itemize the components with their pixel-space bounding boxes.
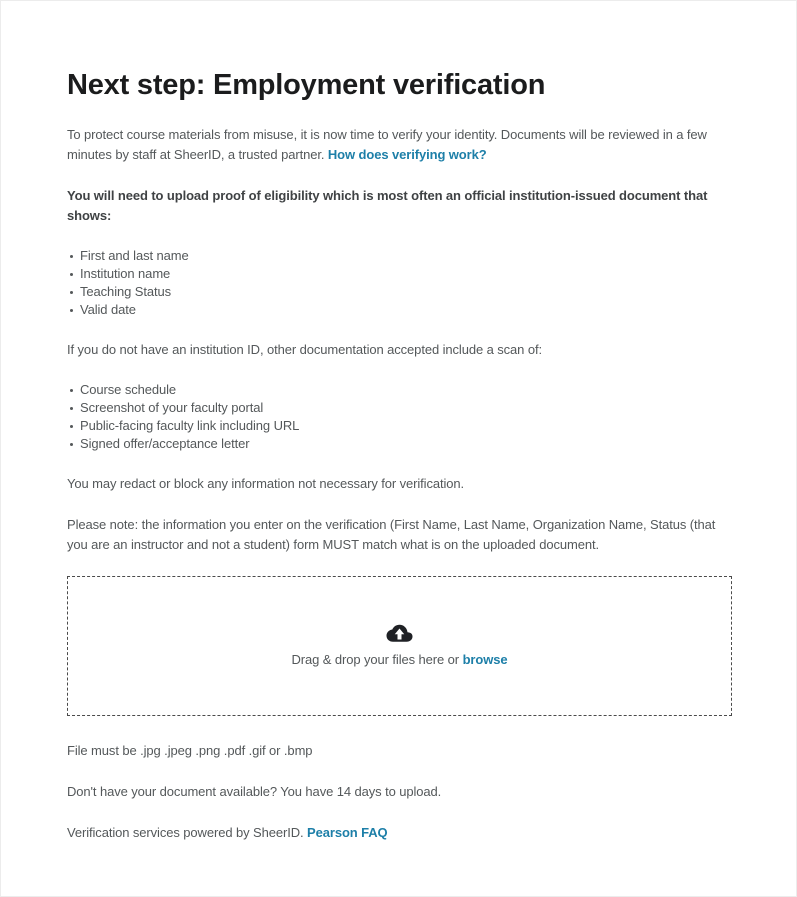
how-verifying-works-link[interactable]: How does verifying work?	[327, 147, 487, 162]
list-item: Institution name	[67, 265, 730, 283]
browse-link[interactable]: browse	[462, 652, 508, 667]
list-item: Valid date	[67, 301, 730, 319]
list-item: Screenshot of your faculty portal	[67, 399, 730, 417]
footer-note	[67, 823, 730, 843]
dropzone-text: Drag & drop your files here or	[291, 652, 463, 667]
alternatives-intro: If you do not have an institution ID, other documentation accepted include a scan of:	[67, 342, 542, 357]
intro-paragraph	[67, 125, 730, 165]
document-requirements-list	[67, 247, 730, 319]
match-note: Please note: the information you enter on the verification (First Name, Last Name, Organization Name, Status (that you are an instructor and not a student) form MUST match what is on the uploaded document.	[67, 517, 716, 552]
pearson-faq-link[interactable]: Pearson FAQ	[307, 825, 388, 840]
alternative-documents-list	[67, 381, 730, 453]
dropzone-caption	[292, 651, 508, 669]
powered-by-text: Verification services powered by SheerID.	[67, 825, 308, 840]
intro-text: To protect course materials from misuse, it is now time to verify your identity. Documents will be reviewed in a few minutes by staff at SheerID, a trusted partner.	[67, 127, 707, 162]
list-item: Teaching Status	[67, 283, 730, 301]
file-type-note: File must be .jpg .jpeg .png .pdf .gif or .bmp	[67, 743, 313, 758]
list-item: Signed offer/acceptance letter	[67, 435, 730, 453]
list-item: Public-facing faculty link including URL	[67, 417, 730, 435]
upload-deadline-note: Don't have your document available? You have 14 days to upload.	[67, 784, 442, 799]
list-item: Course schedule	[67, 381, 730, 399]
upload-dropzone[interactable]	[67, 576, 732, 716]
page-title: Next step: Employment verification	[67, 69, 546, 101]
redact-note: You may redact or block any information not necessary for verification.	[67, 476, 465, 491]
cloud-upload-icon	[386, 623, 413, 644]
list-item: First and last name	[67, 247, 730, 265]
requirements-heading: You will need to upload proof of eligibility which is most often an official institution-issued document that shows:	[67, 188, 708, 223]
